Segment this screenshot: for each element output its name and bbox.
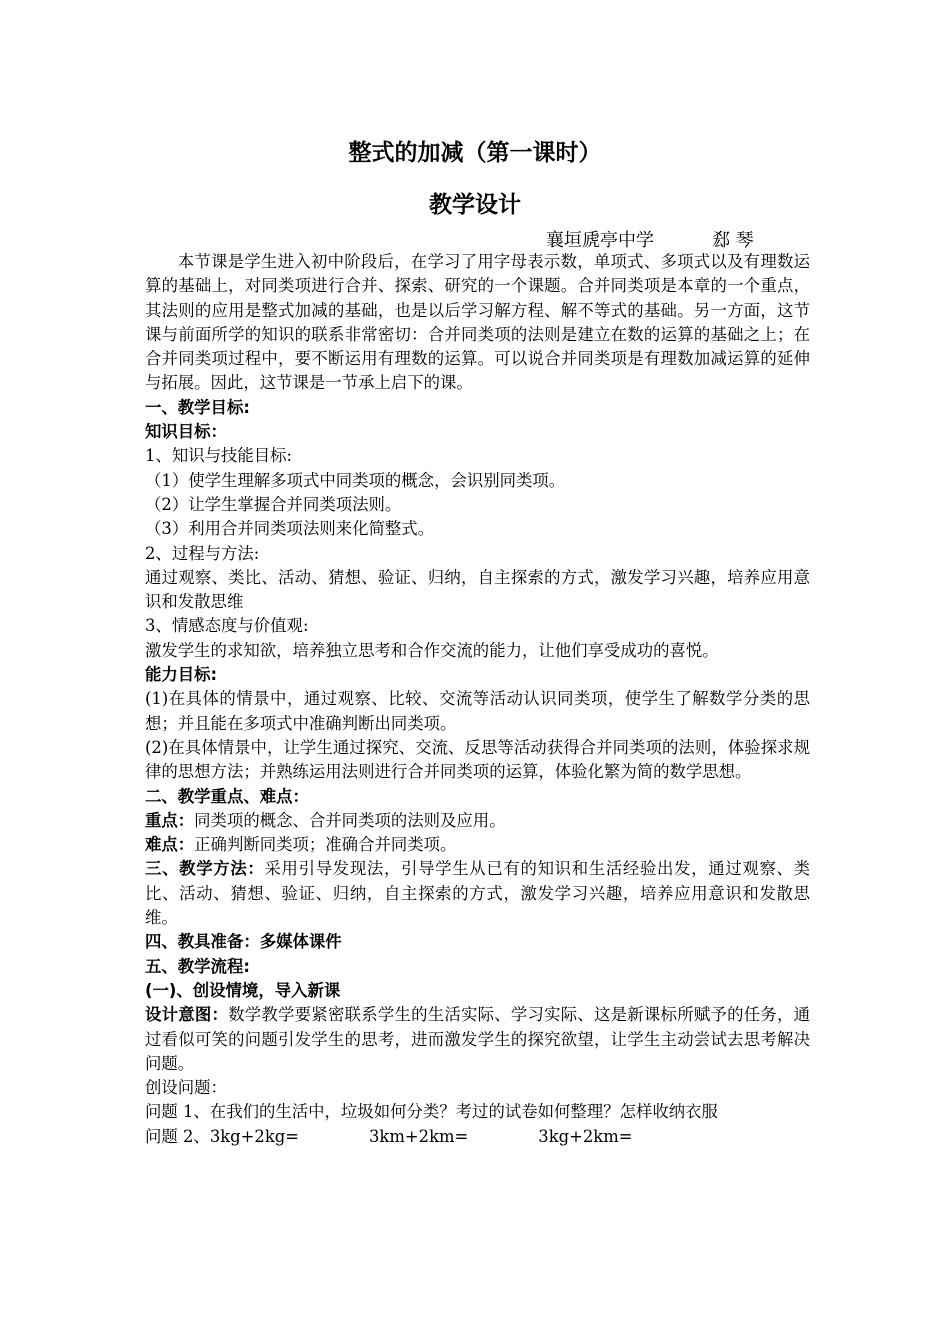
- questions-heading: 创设问题：: [145, 1078, 227, 1098]
- author-line: [546, 226, 754, 252]
- design-intent-text: 数学教学要紧密联系学生的生活实际、学习实际、这是新课标所赋予的任务，通过看似可笑的问题引发学生的思考，进而激发学生的探究欲望，让学生主动尝试去思考解决问题。: [145, 1005, 810, 1073]
- section-1-heading: 一、教学目标:: [145, 397, 250, 417]
- difficulty-label: 难点：: [145, 835, 195, 855]
- knowledge-goal-1b: （2）让学生掌握合并同类项法则。: [145, 494, 402, 514]
- knowledge-goal-2a: 通过观察、类比、活动、猜想、验证、归纳，自主探索的方式，激发学习兴趣，培养应用意识和发散思维: [145, 567, 810, 612]
- document-body: [145, 250, 810, 1149]
- key-point-line: [145, 809, 810, 833]
- intro-paragraph: 本节课是学生进入初中阶段后，在学习了用字母表示数，单项式、多项式以及有理数运算的基础上，对同类项进行合并、探索、研究的一个课题。合并同类项是本章的一个重点，其法则的应用是整式加减的基础，也是以后学习解方程、解不等式的基础。另一方面，这节课与前面所学的知识的联系非常密切：合并同类项的法则是建立在数的运算的基础之上；在合并同类项过程中，要不断运用有理数的运算。可以说合并同类项是有理数加减运算的延伸与拓展。因此，这节课是一节承上启下的课。: [145, 252, 810, 393]
- question-2-label: 问题 2、: [145, 1126, 210, 1146]
- knowledge-goal-3a: 激发学生的求知欲，培养独立思考和合作交流的能力，让他们享受成功的喜悦。: [145, 640, 719, 660]
- section-2-heading: 二、教学重点、难点：: [145, 786, 309, 806]
- knowledge-goals-heading: 知识目标：: [145, 422, 227, 442]
- section-3-label: 三、教学方法：: [145, 859, 265, 879]
- section-3-text: 采用引导发现法，引导学生从已有的知识和生活经验出发，通过观察、类比、活动、猜想、验证、归纳，自主探索的方式，激发学习兴趣，培养应用意识和发散思维。: [145, 859, 811, 928]
- knowledge-goal-1: 1、知识与技能目标:: [145, 446, 293, 466]
- question-1: 问题 1、在我们的生活中，垃圾如何分类？考过的试卷如何整理？怎样收纳衣服: [145, 1102, 718, 1122]
- knowledge-goal-2: 2、过程与方法:: [145, 543, 260, 563]
- ability-goal-2: (2)在具体情景中，让学生通过探究、交流、反思等活动获得合并同类项的法则，体验探求规律的思想方法；并熟练运用法则进行合并同类项的运算，体验化繁为简的数学思想。: [145, 737, 810, 782]
- section-3-paragraph: [145, 857, 810, 930]
- question-2-expr-b: 3km+2km=: [369, 1126, 469, 1146]
- knowledge-goal-1c: （3）利用合并同类项法则来化简整式。: [145, 519, 435, 539]
- subsection-1-heading: (一)、创设情境，导入新课: [145, 980, 341, 1000]
- ability-goals-heading: 能力目标:: [145, 665, 218, 685]
- design-intent-paragraph: [145, 1003, 810, 1076]
- key-point-label: 重点：: [145, 810, 195, 830]
- difficulty-line: [145, 833, 810, 857]
- knowledge-goal-3: 3、情感态度与价值观:: [145, 616, 309, 636]
- document-title: 整式的加减（第一课时）: [348, 140, 602, 166]
- ability-goal-1: (1)在具体的情景中，通过观察、比较、交流等活动认识同类项，使学生了解数学分类的思想；并且能在多项式中准确判断出同类项。: [145, 689, 810, 733]
- design-intent-label: 设计意图：: [145, 1005, 229, 1025]
- author-school: 襄垣虒亭中学: [546, 230, 654, 251]
- question-2-expr-a: 3kg+2kg=: [209, 1126, 299, 1146]
- document-subtitle: 教学设计: [429, 192, 521, 218]
- knowledge-goal-1a: （1）使学生理解多项式中同类项的概念，会识别同类项。: [145, 470, 566, 490]
- question-2-expr-c: 3kg+2km=: [538, 1126, 633, 1146]
- author-name: 郄 琴: [712, 230, 754, 251]
- difficulty-text: 正确判断同类项；准确合并同类项。: [194, 835, 457, 855]
- question-2: [145, 1125, 810, 1149]
- section-5-heading: 五、教学流程:: [145, 956, 250, 976]
- section-4-heading: 四、教具准备：多媒体课件: [145, 932, 342, 952]
- key-point-text: 同类项的概念、合并同类项的法则及应用。: [194, 810, 506, 830]
